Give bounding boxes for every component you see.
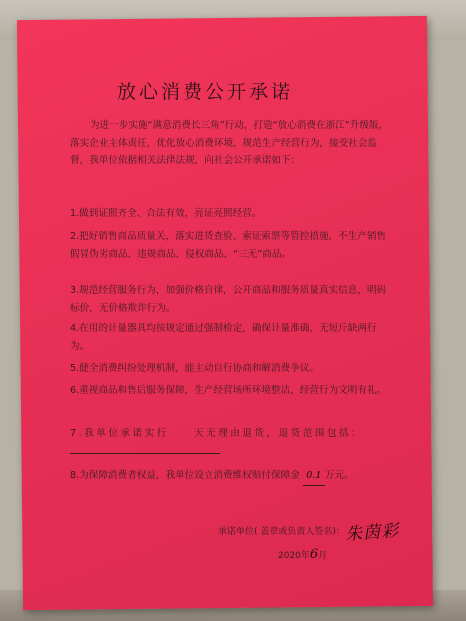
date-month-suffix: 月 — [318, 551, 328, 561]
pledge-item-3: 3.规范经营服务行为，加强价格自律，公开商品和服务质量真实信息，明码标价，无价格欺诈行为。 — [70, 285, 387, 314]
date-month: 6 — [309, 547, 319, 562]
item8-amount: 0.1 — [303, 467, 325, 486]
item8-suffix: 万元。 — [324, 470, 354, 481]
pledge-item-1: 1.做到证照齐全、合法有效，亮证亮照经营。 — [70, 208, 262, 219]
pledge-item-2: 2.把好销售商品质量关，落实进货查验、索证索票等管控措施，不生产销售假冒伪劣商品、违规商品、侵权商品、“三无”商品。 — [70, 231, 387, 260]
sign-label: 承诺单位( 盖章或负责人签名)： — [218, 527, 345, 537]
handwritten-signature: 朱茵彩 — [344, 521, 400, 545]
pledge-item-6: 6.重视商品和售后服务保障，生产经营场所环境整洁，经营行为文明有礼。 — [70, 385, 387, 396]
pledge-item-7 — [70, 425, 390, 460]
pledge-intro: 为进一步实施“满意消费长三角”行动，打造“放心消费在浙江”升级版，落实企业主体责任，优化放心消费环境，规范生产经营行为，接受社会监督，我单位依据相关法律法规，向社会公开承诺如下： — [70, 120, 389, 166]
pledge-date — [278, 547, 327, 562]
item7-blank — [70, 453, 220, 454]
pledge-item-5: 5.健全消费纠纷处理机制，能主动自行协商和解消费争议。 — [70, 363, 319, 374]
item7-prefix: 7.我单位承诺实行 — [70, 428, 169, 439]
date-year: 2020年 — [278, 551, 310, 561]
pledge-title: 放心消费公开承诺 — [116, 81, 293, 103]
item7-fill: 天无理由退货 — [193, 428, 267, 439]
pledge-item-8 — [70, 467, 390, 486]
item7-suffix: ，退货范围包括： — [266, 428, 364, 439]
pledge-item-4: 4.在用的计量器具均按规定通过强制检定，确保计量准确，无短斤缺两行为。 — [70, 323, 377, 352]
item8-prefix: 8.为保障消费者权益，我单位设立消费维权赔付保障金 — [70, 470, 300, 481]
